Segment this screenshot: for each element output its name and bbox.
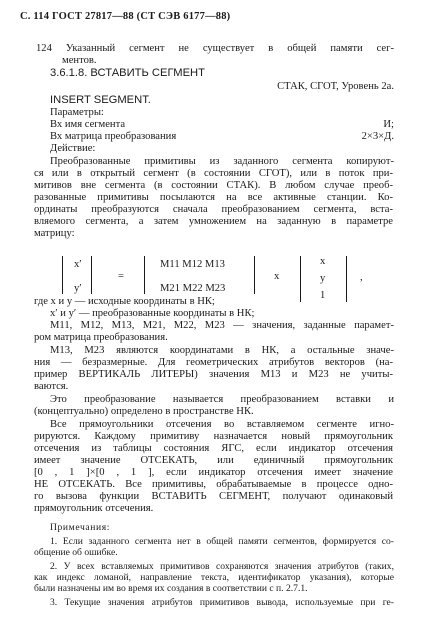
definition-line: ром матрица преобразования. (34, 332, 168, 343)
footnote-line: ментов. (62, 55, 97, 66)
note-line: как индекс ломаной, направление текста, идентификатор указания), которые (34, 572, 394, 583)
paragraph-line: имеет значение ОТСЕКАТЬ, или единичный прямоугольник (34, 455, 393, 466)
note-line: общение об ошибке. (34, 547, 118, 558)
paragraph-line: пример ВЕРТИКАЛЬ ЛИТЕРЫ) значения M13 и M23 не учиты- (34, 369, 393, 380)
matrix-row: M11 M12 M13 (160, 259, 225, 270)
paragraph-line: прямоугольник отсечения. (34, 503, 154, 514)
matrix-cell: y′ (74, 283, 82, 294)
english-name: INSERT SEGMENT. (50, 94, 151, 106)
page-header: С. 114 ГОСТ 27817—88 (СТ СЭВ 6177—88) (20, 11, 231, 22)
notes-label: Примечания: (50, 522, 110, 533)
paragraph-line: ваются. (34, 381, 69, 392)
footnote-line: 124 Указанный сегмент не существует в общей памяти сег- (36, 43, 394, 54)
paragraph-line: Преобразованные примитивы из заданного сегмента копируют- (50, 156, 394, 167)
paragraph-line: разованные примитивы посылаются на все активные станции. Ко- (34, 192, 393, 203)
level-info: СТАК, СГОТ, Уровень 2а. (277, 81, 394, 92)
section-title: 3.6.1.8. ВСТАВИТЬ СЕГМЕНТ (50, 67, 205, 79)
params-label: Параметры: (50, 107, 104, 118)
note-line: 2. У всех вставляемых примитивов сохраняются значения атрибутов (таких, (50, 561, 394, 572)
paragraph-line: митивов вне сегмента (в состоянии СТАК). В любом случае преоб- (34, 180, 393, 191)
matrix-bracket (91, 256, 92, 294)
matrix-cell: x′ (74, 259, 82, 270)
paragraph-line: вляемого сегмента, а затем умножением на заданную в параметре (34, 216, 393, 227)
paragraph-line: [0 , 1 ]×[0 , 1 ], если индикатор отсечения имеет значение (34, 467, 393, 478)
matrix-cell: y (320, 273, 326, 284)
paragraph-line: M13, M23 являются координатами в НК, а остальные значе- (50, 345, 394, 356)
note-line: 1. Если заданного сегмента нет в общей памяти сегментов, формируется со- (50, 536, 394, 547)
paragraph-line: ординаты преобразуются сначала преобразованием сегмента, вста- (34, 204, 393, 215)
param-name: Вх имя сегмента (50, 119, 126, 130)
definition-line: x′ и y′ — преобразованные координаты в НК; (50, 308, 255, 319)
multiply-sign: x (274, 271, 280, 282)
param-type: 2×3×Д. (361, 131, 394, 142)
matrix-bracket (254, 256, 255, 294)
matrix-bracket (346, 256, 347, 302)
paragraph-line: Это преобразование называется преобразованием вставки и (50, 394, 394, 405)
paragraph-line: ния — безразмерные. Для геометрических атрибутов векторов (на- (34, 357, 393, 368)
paragraph-line: матрицу: (34, 228, 75, 239)
param-name: Вх матрица преобразования (50, 131, 177, 142)
action-label: Действие: (50, 143, 96, 154)
matrix-bracket (62, 256, 63, 294)
definition-line: M11, M12, M13, M21, M22, M23 — значения, заданные парамет- (50, 320, 394, 331)
paragraph-line: ся или в открытый сегмент (в состоянии СГОТ), или в поток при- (34, 168, 393, 179)
note-line: были назначены им во время их создания в соответствии с п. 2.7.1. (34, 583, 308, 594)
matrix-row: M21 M22 M23 (160, 283, 226, 294)
comma: , (360, 272, 363, 283)
paragraph-line: НЕ ОТСЕКАТЬ. Все примитивы, обрабатываемые в процессе одно- (34, 479, 393, 490)
definition-line: где x и y — исходные координаты в НК; (34, 296, 215, 307)
param-type: И; (383, 119, 394, 130)
paragraph-line: го вызова функции ВСТАВИТЬ СЕГМЕНТ, получают одинаковый (34, 491, 393, 502)
matrix-cell: 1 (320, 290, 326, 301)
matrix-cell: x (320, 256, 326, 267)
paragraph-line: Все прямоугольники отсечения во вставляемом сегменте игно- (50, 419, 394, 430)
paragraph-line: рируются. Каждому примитиву назначается новый прямоугольник (34, 431, 393, 442)
paragraph-line: отсечения из таблицы состояния ЯГС, если индикатор отсечения (34, 443, 393, 454)
equals-sign: = (118, 271, 124, 282)
matrix-bracket (300, 256, 301, 302)
paragraph-line: (концептуально) определено в пространстве НК. (34, 406, 254, 417)
note-line: 3. Текущие значения атрибутов примитивов вывода, используемые при ге- (50, 597, 394, 608)
matrix-bracket (144, 256, 145, 294)
